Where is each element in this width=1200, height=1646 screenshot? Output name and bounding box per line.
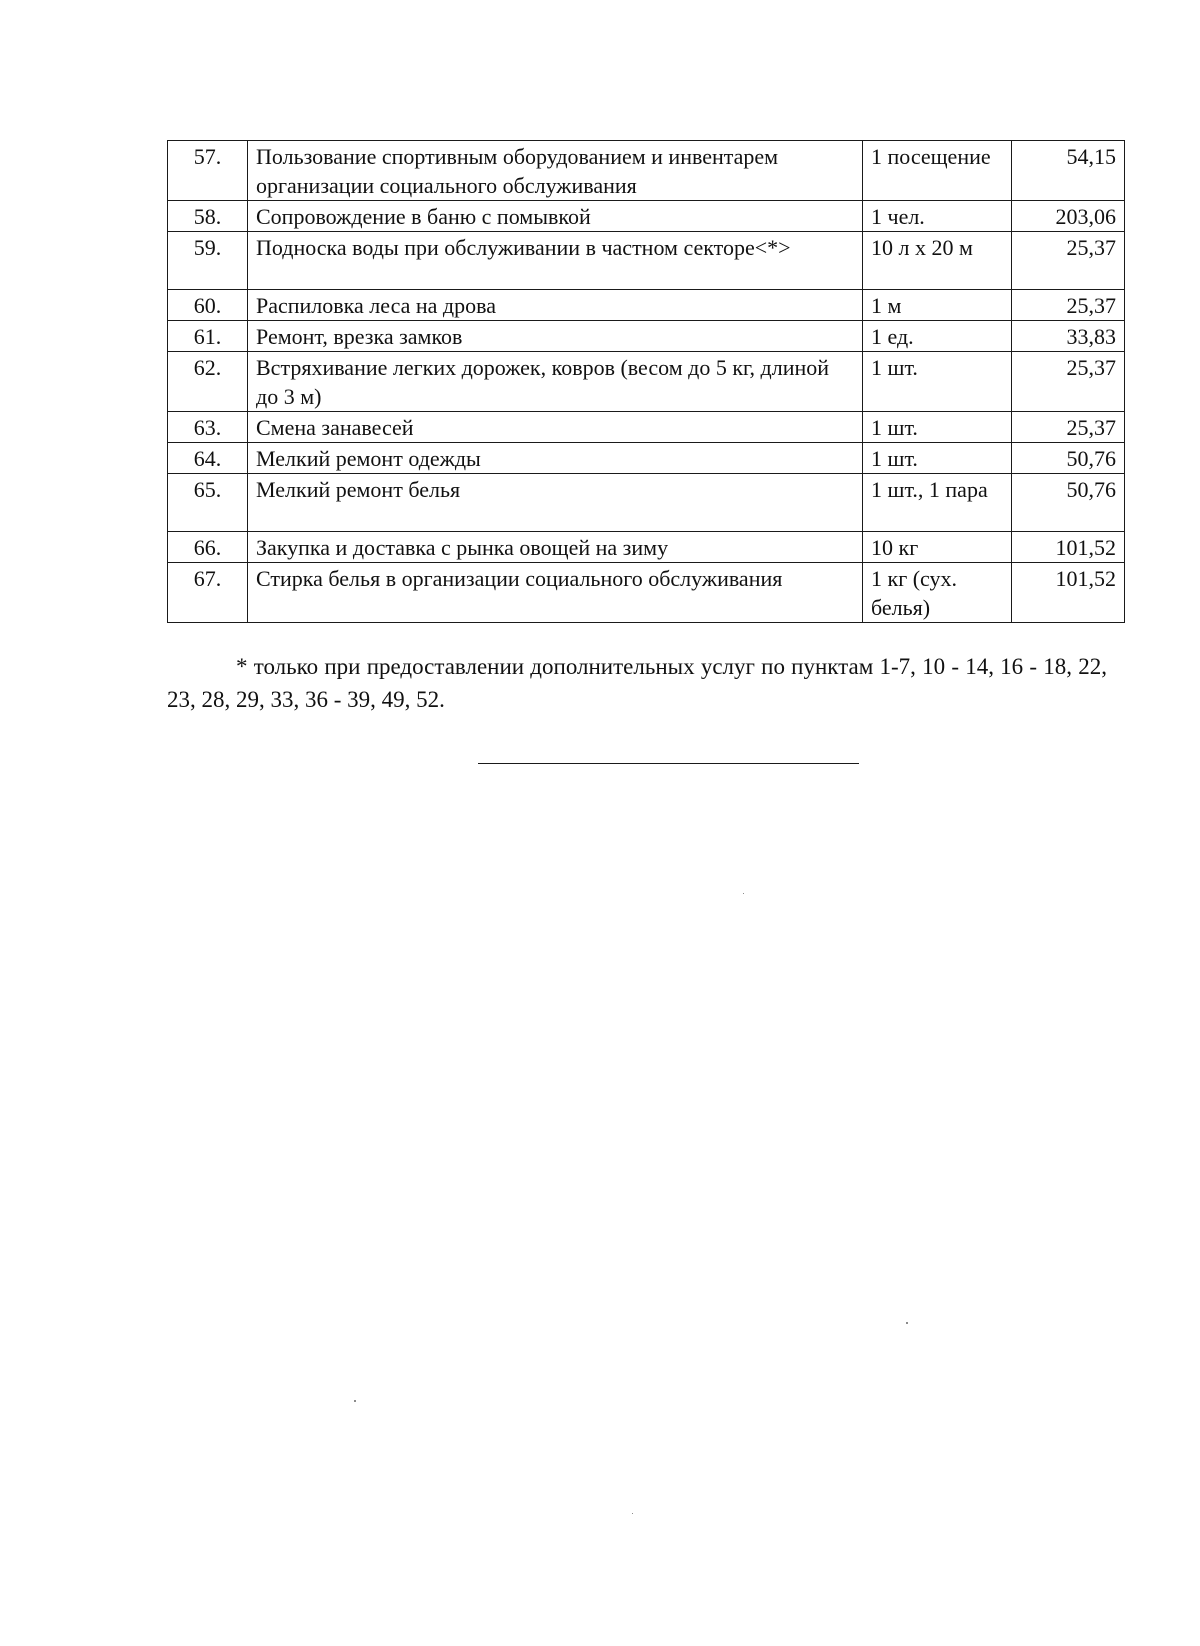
table-row xyxy=(168,290,1125,321)
row-number: 62. xyxy=(168,352,248,412)
service-price: 50,76 xyxy=(1012,443,1125,474)
scan-speck xyxy=(743,893,744,894)
service-name: Встряхивание легких дорожек, ковров (весом до 5 кг, длиной до 3 м) xyxy=(248,352,863,412)
service-unit: 1 посещение xyxy=(863,141,1012,201)
row-number: 58. xyxy=(168,201,248,232)
table-row xyxy=(168,321,1125,352)
footnote: * только при предоставлении дополнительных услуг по пунктам 1-7, 10 - 14, 16 - 18, 22, 23, 28, 29, 33, 36 - 39, 49, 52. xyxy=(167,654,1107,712)
table-row xyxy=(168,412,1125,443)
table-row xyxy=(168,532,1125,563)
service-unit: 10 л х 20 м xyxy=(863,232,1012,290)
service-name: Мелкий ремонт одежды xyxy=(248,443,863,474)
service-unit: 1 шт. xyxy=(863,352,1012,412)
scan-speck xyxy=(632,1513,633,1514)
service-price: 50,76 xyxy=(1012,474,1125,532)
service-price: 33,83 xyxy=(1012,321,1125,352)
service-name: Мелкий ремонт белья xyxy=(248,474,863,532)
service-unit: 1 шт., 1 пара xyxy=(863,474,1012,532)
service-unit: 1 м xyxy=(863,290,1012,321)
table-row xyxy=(168,352,1125,412)
service-price: 203,06 xyxy=(1012,201,1125,232)
service-price: 101,52 xyxy=(1012,532,1125,563)
table-row xyxy=(168,563,1125,623)
service-price: 54,15 xyxy=(1012,141,1125,201)
row-number: 60. xyxy=(168,290,248,321)
table-row xyxy=(168,474,1125,532)
services-price-table xyxy=(167,140,1125,623)
service-price: 25,37 xyxy=(1012,232,1125,290)
row-number: 57. xyxy=(168,141,248,201)
scan-speck xyxy=(906,1322,908,1324)
table-row xyxy=(168,141,1125,201)
row-number: 63. xyxy=(168,412,248,443)
service-unit: 10 кг xyxy=(863,532,1012,563)
table-row xyxy=(168,443,1125,474)
row-number: 59. xyxy=(168,232,248,290)
row-number: 67. xyxy=(168,563,248,623)
service-unit: 1 шт. xyxy=(863,443,1012,474)
service-price: 101,52 xyxy=(1012,563,1125,623)
scan-speck xyxy=(354,1400,356,1402)
service-name: Смена занавесей xyxy=(248,412,863,443)
row-number: 66. xyxy=(168,532,248,563)
service-unit: 1 чел. xyxy=(863,201,1012,232)
row-number: 65. xyxy=(168,474,248,532)
row-number: 61. xyxy=(168,321,248,352)
closing-rule xyxy=(478,763,859,764)
service-unit: 1 ед. xyxy=(863,321,1012,352)
service-unit: 1 кг (сух. белья) xyxy=(863,563,1012,623)
service-unit: 1 шт. xyxy=(863,412,1012,443)
service-name: Стирка белья в организации социального обслуживания xyxy=(248,563,863,623)
service-name: Ремонт, врезка замков xyxy=(248,321,863,352)
service-name: Распиловка леса на дрова xyxy=(248,290,863,321)
service-price: 25,37 xyxy=(1012,412,1125,443)
service-name: Закупка и доставка с рынка овощей на зиму xyxy=(248,532,863,563)
service-price: 25,37 xyxy=(1012,352,1125,412)
row-number: 64. xyxy=(168,443,248,474)
service-name: Подноска воды при обслуживании в частном секторе<*> xyxy=(248,232,863,290)
service-name: Сопровождение в баню с помывкой xyxy=(248,201,863,232)
service-name: Пользование спортивным оборудованием и инвентарем организации социального обслуживания xyxy=(248,141,863,201)
table-row xyxy=(168,201,1125,232)
service-price: 25,37 xyxy=(1012,290,1125,321)
table-row xyxy=(168,232,1125,290)
